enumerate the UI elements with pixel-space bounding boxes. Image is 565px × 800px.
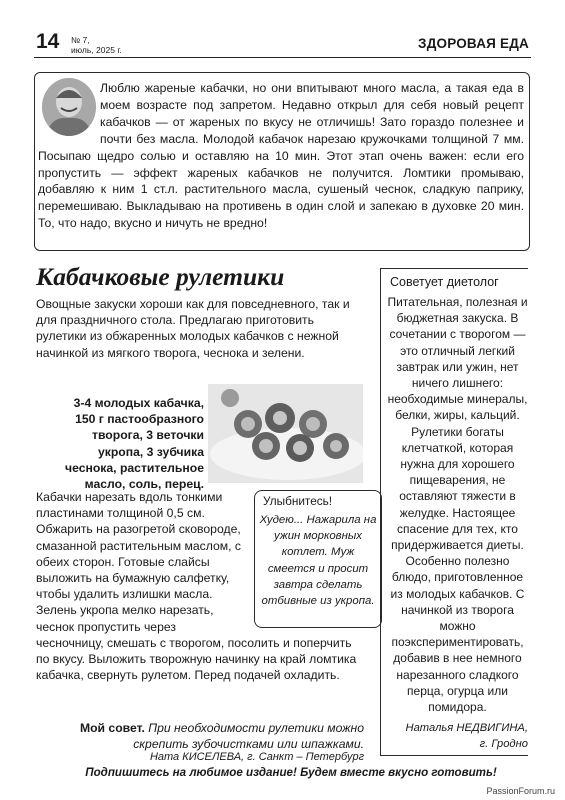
issue-info bbox=[71, 35, 122, 55]
dietolog-author bbox=[387, 720, 528, 752]
header-divider bbox=[34, 57, 531, 58]
dietolog-author-city: г. Гродно bbox=[479, 738, 528, 750]
tip-text: При необходимости рулетики можно скрепить зубочистками или шпажками. bbox=[133, 721, 364, 751]
recipe-ingredients: 3-4 молодых кабачка, 150 г пастообразного творога, 3 веточки укропа, 3 зубчика чеснока, растительное масло, соль, перец. bbox=[65, 396, 204, 492]
recipe-author: Ната КИСЕЛЕВА, г. Санкт – Петербург bbox=[149, 751, 364, 763]
dietolog-author-name: Наталья НЕДВИГИНА, bbox=[405, 722, 528, 734]
dietolog-title: Советует диетолог bbox=[390, 275, 503, 289]
zucchini-rolls-photo bbox=[208, 384, 363, 483]
page-number: 14 bbox=[36, 30, 60, 53]
dietolog-text: Питательная, полезная и бюджетная закуска. В сочетании с творогом — это отличный легкий завтрак или ужин, нет ничего лишнего: необходимые минералы, белки, жиры, кальций. Рулетики богаты клетчаткой, которая нужна для хорошего пищеварения, не оставляют тяжести в желудке. Настоящее спасение для тех, кто придерживается диеты. Особенно полезно блюдо, приготовленное из молодых кабачков. С начинкой из творога можно поэкспериментировать, добавив в нее немного нарезанного сладкого перца, огурца или помидора. bbox=[387, 295, 528, 715]
tip-label: Мой совет. bbox=[79, 721, 145, 735]
recipe-intro: Овощные закуски хороши как для повседневного, так и для праздничного стола. Предлагаю приготовить рулетики из обжаренных молодых кабачков с нежной начинкой из мягкого творога, чеснока и зелени. bbox=[36, 297, 350, 360]
issue-date: июль, 2025 г. bbox=[71, 45, 122, 55]
section-title: ЗДОРОВАЯ ЕДА bbox=[418, 36, 529, 51]
recipe-steps-text: Кабачки нарезать вдоль тонкими пластинами толщиной 0,5 см. Обжарить на разогретой сковороде, смазанной растительным маслом, с обеих сторон. Готовые слайсы выложить на бумажную салфетку, чтобы удалить излишки масла. Зелень укропа мелко нарезать, чеснок пропустить через чесночницу, смешать с творогом, посолить и поперчить по вкусу. Выложить творожную начинку на край ломтика кабачка, свернуть рулетом. Перед подачей охладить. bbox=[36, 490, 357, 683]
recipe-photo bbox=[208, 384, 363, 483]
reader-letter-text: Люблю жареные кабачки, но они впитывают много масла, а такая еда в моем возрасте под запретом. Недавно открыл для себя новый рецепт кабачков — от жареных по вкусу не отличишь! Зато гораздо полезнее и почти без масла. Молодой кабачок нарезаю кружочками толщиной 7 мм. Посыпаю щедро солью и оставляю на 10 мин. Этот этап очень важен: если его пропустить — эффект жареных кабачков не получится. Ломтики промываю, добавляю к ним 1 ст.л. растительного масла, сушеный чеснок, сладкую паприку, перемешиваю. Выкладываю на противень в один слой и запекаю в духовке 20 мин. То, что надо, вкусно и ничуть не вредно! bbox=[38, 81, 524, 231]
joke-title: Улыбнитесь! bbox=[263, 494, 333, 508]
reader-letter bbox=[38, 80, 524, 232]
issue-number: № 7, bbox=[71, 35, 90, 45]
joke-text: Худею... Нажарила на ужин морковных котлет. Муж смеется и просит завтра сделать отбивные из укропа. bbox=[259, 514, 377, 608]
subscribe-slogan: Подпишитесь на любимое издание! Будем вместе вкусно готовить! bbox=[85, 766, 497, 779]
recipe-title: Кабачковые рулетики bbox=[36, 262, 285, 291]
watermark: PassionForum.ru bbox=[486, 786, 555, 796]
recipe-tip bbox=[52, 720, 364, 752]
